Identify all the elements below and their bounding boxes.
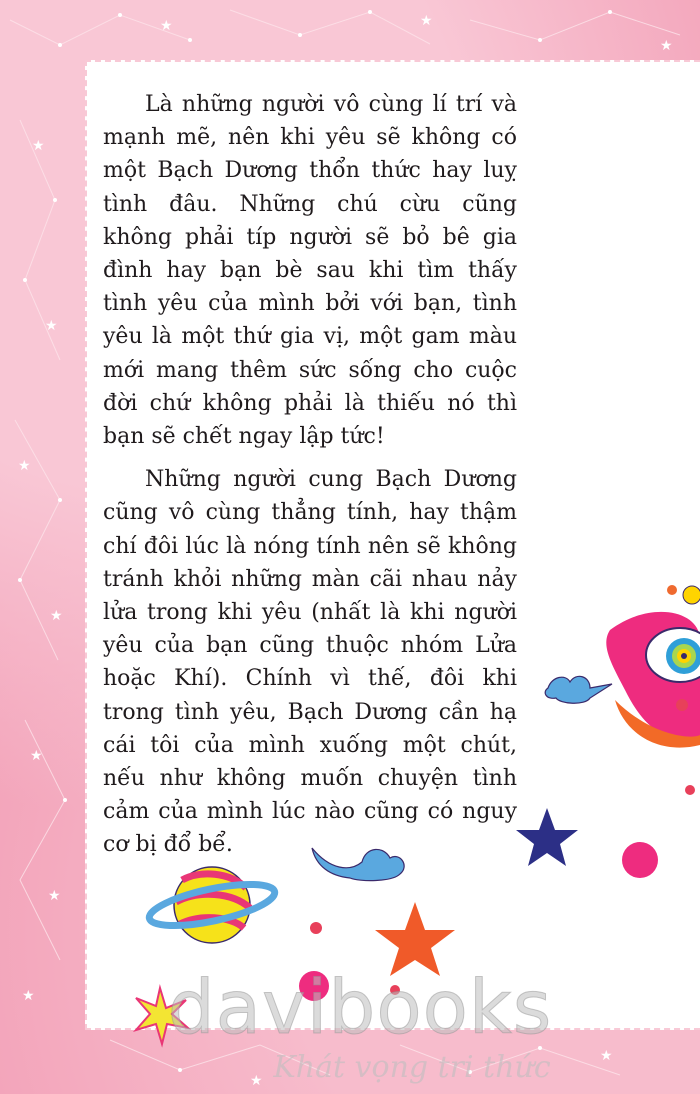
orange-dot bbox=[667, 585, 677, 595]
svg-text:★: ★ bbox=[48, 888, 61, 904]
blue-cloud-small-icon bbox=[312, 848, 404, 881]
blue-cloud-icon bbox=[545, 676, 612, 703]
navy-star-icon bbox=[516, 808, 578, 866]
svg-text:★: ★ bbox=[420, 13, 433, 29]
saturn-planet-icon bbox=[146, 867, 278, 943]
paragraph-2: Những người cung Bạch Dương cũng vô cùng thẳng tính, hay thậm chí đôi lúc là nóng tính nên sẽ không tránh khỏi những màn cãi nhau nảy lửa trong khi yêu (nhất là khi người yêu của bạn cũng thuộc nhóm Lửa hoặc Khí). Chính vì thế, đôi khi trong tình yêu, Bạch Dương cần hạ cái tôi của mình xuống một chút, nếu như không muốn chuyện tình cảm của mình lúc nào cũng có nguy cơ bị đổ bể. bbox=[103, 467, 517, 858]
eye-lips-icon bbox=[606, 612, 700, 748]
svg-text:★: ★ bbox=[18, 458, 31, 474]
svg-text:★: ★ bbox=[30, 748, 43, 764]
svg-text:★: ★ bbox=[160, 18, 173, 34]
pink-planet-dot bbox=[622, 842, 658, 878]
watermark-tagline: Khát vọng tri thức bbox=[273, 1050, 551, 1085]
svg-text:★: ★ bbox=[600, 1048, 613, 1064]
svg-text:★: ★ bbox=[45, 318, 58, 334]
svg-text:★: ★ bbox=[660, 38, 673, 54]
paragraph-1: Là những người vô cùng lí trí và mạnh mẽ, nên khi yêu sẽ không có một Bạch Dương thổn thức hay luỵ tình đâu. Những chú cừu cũng không phải típ người sẽ bỏ bê gia đình hay bạn bè sau khi tìm thấy tình yêu của mình bởi với bạn, tình yêu là một thứ gia vị, một gam màu mới mang thêm sức sống cho cuộc đời chứ không phải là thiếu nó thì bạn sẽ chết ngay lập tức! bbox=[103, 92, 517, 450]
svg-text:★: ★ bbox=[22, 988, 35, 1004]
watermark-brand: davibooks bbox=[167, 965, 553, 1051]
svg-text:★: ★ bbox=[50, 608, 63, 624]
svg-text:★: ★ bbox=[250, 1073, 263, 1089]
yellow-dot bbox=[683, 586, 700, 604]
svg-text:★: ★ bbox=[32, 138, 45, 154]
